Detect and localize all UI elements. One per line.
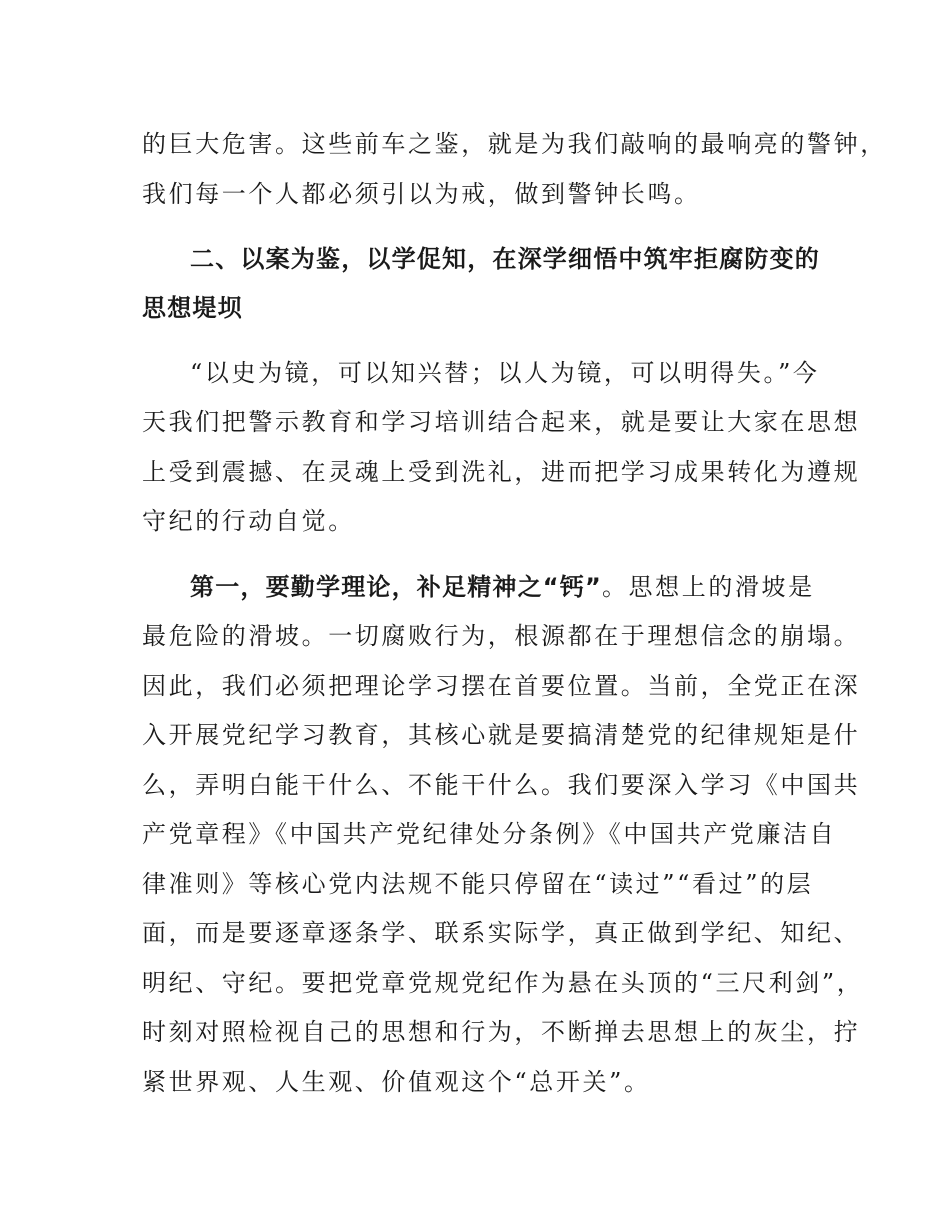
paragraph-line: 天我们把警示教育和学习培训结合起来，就是要让大家在思想 xyxy=(142,408,861,436)
paragraph-line: 守纪的行动自觉。 xyxy=(142,507,355,535)
paragraph-line: 面，而是要逐章逐条学、联系实际学，真正做到学纪、知纪、 xyxy=(142,919,861,947)
paragraph-line: 么，弄明白能干什么、不能干什么。我们要深入学习《中国共 xyxy=(142,771,861,799)
paragraph-line: “以史为镜，可以知兴替；以人为镜，可以明得失。”今 xyxy=(190,359,820,387)
paragraph-line: 产党章程》《中国共产党纪律处分条例》《中国共产党廉洁自 xyxy=(142,820,837,848)
paragraph-text: 。思想上的滑坡是 xyxy=(601,573,815,601)
paragraph-first-line xyxy=(190,571,822,603)
paragraph-line: 明纪、守纪。要把党章党规党纪作为悬在头顶的“三尺利剑”， xyxy=(142,969,864,997)
paragraph-line: 上受到震撼、在灵魂上受到洗礼，进而把学习成果转化为遵规 xyxy=(142,458,861,486)
paragraph-line: 的巨大危害。这些前车之鉴，就是为我们敲响的最响亮的警钟， xyxy=(142,130,887,158)
section-heading: 二、以案为鉴，以学促知，在深学细悟中筑牢拒腐防变的 xyxy=(190,245,820,273)
paragraph-line: 最危险的滑坡。一切腐败行为，根源都在于理想信念的崩塌。 xyxy=(142,622,861,650)
paragraph-line: 入开展党纪学习教育，其核心就是要搞清楚党的纪律规矩是什 xyxy=(142,721,861,749)
paragraph-line: 因此，我们必须把理论学习摆在首要位置。当前，全党正在深 xyxy=(142,672,861,700)
paragraph-line: 我们每一个人都必须引以为戒，做到警钟长鸣。 xyxy=(142,180,701,208)
paragraph-line: 时刻对照检视自己的思想和行为，不断掸去思想上的灰尘，拧 xyxy=(142,1018,861,1046)
paragraph-line: 紧世界观、人生观、价值观这个“总开关”。 xyxy=(142,1068,651,1096)
paragraph-lead: 第一，要勤学理论，补足精神之“钙” xyxy=(190,573,602,601)
section-heading: 思想堤坝 xyxy=(142,294,243,322)
paragraph-line: 律准则》等核心党内法规不能只停留在“读过”“看过”的层 xyxy=(142,870,814,898)
